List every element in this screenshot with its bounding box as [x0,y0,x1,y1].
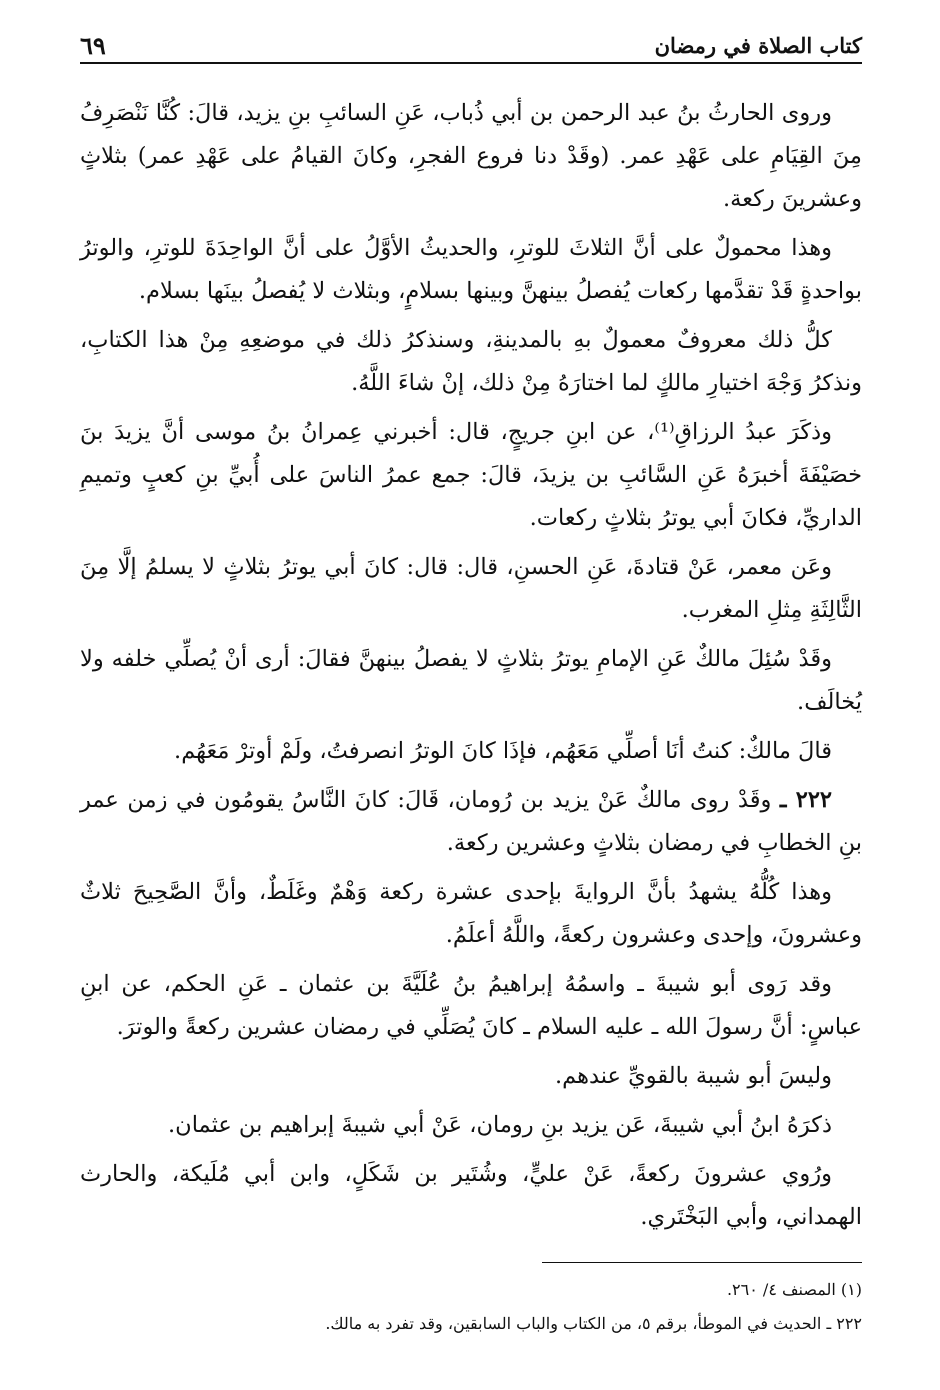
paragraph: وقَدْ سُئِلَ مالكٌ عَنِ الإمامِ يوترُ بثلاثٍ لا يفصلُ بينهنَّ فقالَ: أرى أنْ يُصلِّي خلفه ولا يُخالَف. [80,646,862,715]
page-number: ٦٩ [80,31,106,60]
paragraph: وروى الحارثُ بنُ عبد الرحمن بن أبي ذُباب، عَنِ السائبِ بنِ يزيد، قالَ: كُنَّا نَنْصَرِفُ مِنَ القِيَامِ على عَهْدِ عمر. (وقَدْ دنا فروع الفجرِ، وكانَ القيامُ على عَهْدِ عمر) بثلاثٍ وعشرينَ ركعة. [80,100,862,212]
running-header [80,30,862,64]
numbered-paragraph [80,779,862,865]
paragraph: كلُّ ذلك معروفٌ معمولٌ بهِ بالمدينةِ، وسنذكرُ ذلك في موضعِهِ مِنْ هذا الكتابِ، ونذكرُ وَجْهَ اختيارِ مالكٍ لما اختارَهُ مِنْ ذلك، إنْ شاءَ اللَّهُ. [80,327,862,396]
paragraph: وذكَرَ عبدُ الرزاقِ⁽¹⁾، عن ابنِ جريجٍ، قال: أخبرني عِمرانُ بنُ موسى أنَّ يزيدَ بنَ خصَيْفَةَ أخبرَهُ عَنِ السَّائبِ بن يزيدَ، قالَ: جمع عمرُ الناسَ على أُبيِّ بنِ كعبٍ وتميمِ الداريِّ، فكانَ أبي يوترُ بثلاثٍ ركعات. [80,419,862,531]
paragraph: وليسَ أبو شيبة بالقويِّ عندهم. [554,1063,832,1089]
header-title: كتاب الصلاة في رمضان [654,33,862,58]
paragraph: ذكرَهُ ابنُ أبي شيبةَ، عَن يزيد بنِ رومان، عَنْ أبي شيبةَ إبراهيم بن عثمان. [168,1112,832,1138]
paragraph: ورُوي عشرونَ ركعةً، عَنْ عليٍّ، وشُتَير بن شَكَلٍ، وابن أبي مُلَيكة، والحارث الهمداني، وأبي البَخْتَري. [80,1161,862,1230]
footnotes [80,1262,862,1341]
paragraph-text: وقَدْ روى مالكٌ عَنْ يزيد بن رُومان، قَالَ: كانَ النَّاسُ يقومُون في زمن عمر بنِ الخطابِ في رمضان بثلاثٍ وعشرين ركعة. [80,787,862,856]
main-text [80,92,862,1245]
paragraph: وعَن معمر، عَنْ قتادةَ، عَنِ الحسنِ، قال: قال: كانَ أبي يوترُ بثلاثٍ لا يسلمُ إلَّا مِنَ الثَّالِثَةِ مِثلِ المغرب. [80,554,862,623]
hadith-number: ٢٢٢ ـ [779,787,832,813]
footnote: ٢٢٢ ـ الحديث في الموطأ، برقم ٥، من الكتاب والباب السابقين، وقد تفرد به مالك. [325,1314,862,1333]
paragraph: وهذا محمولٌ على أنَّ الثلاثَ للوترِ، والحديثُ الأوَّلُ على أنَّ الواحِدَةَ للوترِ، والوترُ بواحدةٍ قَدْ تقدَّمها ركعات يُفصلُ بينهنَّ وبينها بسلامٍ، وبثلاث لا يُفصلُ بينَها بسلام. [80,235,862,304]
paragraph: وهذا كُلُّهُ يشهدُ بأنَّ الروايةَ بإحدى عشرة ركعة وَهْمٌ وغَلَطٌ، وأنَّ الصَّحِيحَ ثلاثٌ وعشرونَ، وإحدى وعشرون ركعةً، واللَّهُ أعلَمُ. [80,879,862,948]
footnote: (١) المصنف ٤/ ٢٦٠. [726,1280,862,1299]
paragraph: وقد رَوى أبو شيبةَ ـ واسمُهُ إبراهيمُ بنُ عُلَيَّةَ بن عثمان ـ عَنِ الحكم، عن ابنِ عباسٍ: أنَّ رسولَ الله ـ عليه السلام ـ كانَ يُصَلِّي في رمضان عشرين ركعةً والوترَ. [80,971,862,1040]
paragraph: قالَ مالكٌ: كنتُ أنَا أصلِّي مَعَهُم، فإذَا كانَ الوترُ انصرفتُ، ولَمْ أوترْ مَعَهُم. [174,738,832,764]
footnote-separator [542,1262,862,1263]
